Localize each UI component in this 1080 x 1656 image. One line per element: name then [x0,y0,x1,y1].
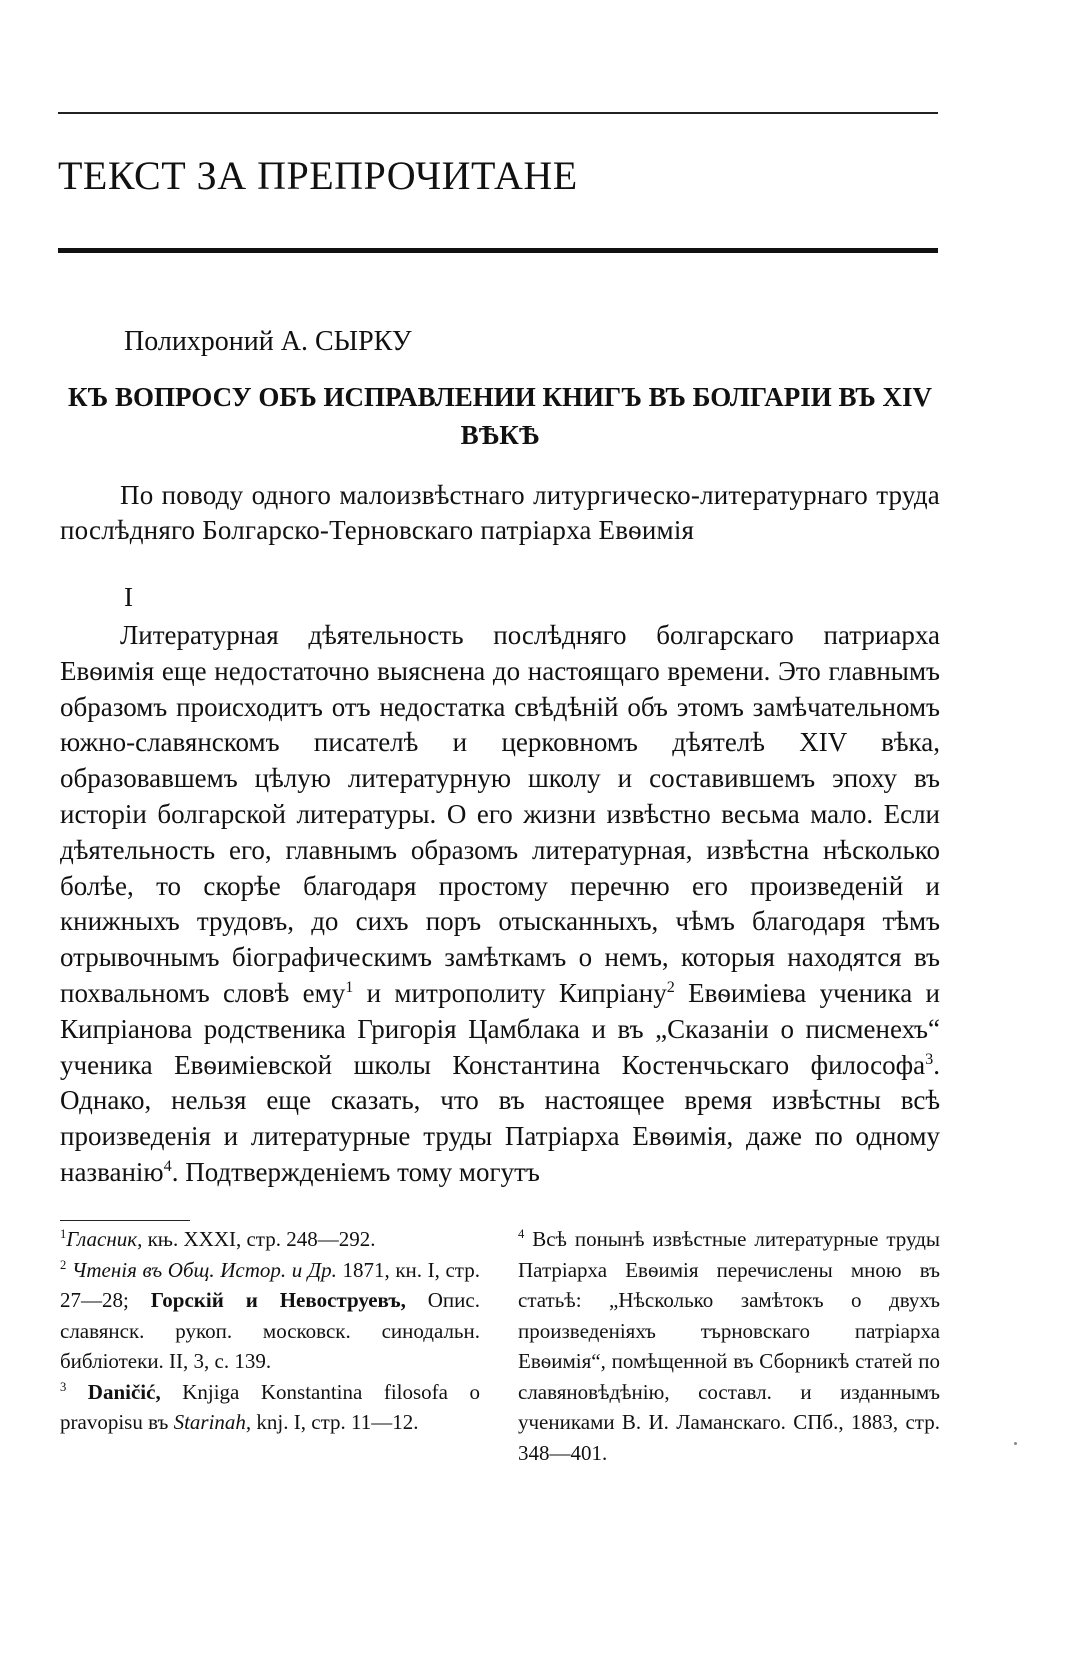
body-text-part-1: Литературная дѣятельность послѣдняго болгарскаго патриарха Евѳимiя еще недостаточно выяснена до настоящаго времени. Это главнымъ образомъ происходитъ отъ недостатка свѣдѣнiй объ этомъ замѣчательномъ южно-славянскомъ писателѣ и церковномъ дѣятелѣ XIV вѣка, образовавшемъ цѣлую литературную школу и составившемъ эпоху въ исторiи болгарской литературы. О его жизни извѣстно весьма мало. Если дѣятельность его, главнымъ образомъ литературная, извѣстна нѣсколько болѣе, то скорѣе благодаря простому перечню его произведенiй и книжныхъ трудовъ, до сихъ поръ отысканныхъ, чѣмъ благодаря тѣмъ отрывочнымъ бiографическимъ замѣткамъ о немъ, которыя находятся въ похвальномъ словѣ ему [60,620,940,1008]
footnote-2-source: Чтенiя въ Общ. Истор. и Др. [71,1257,337,1282]
footnote-ref-3: 3 [925,1049,934,1068]
article-title: КЪ ВОПРОСУ ОБЪ ИСПРАВЛЕНИИ КНИГЪ ВЪ БОЛГАРIИ ВЪ XIV ВѢКѢ [67,382,933,450]
footnote-1-text: књ. XXXI, стр. 248—292. [142,1227,376,1251]
title-underline-rule [58,248,938,253]
footnote-4 [518,1224,940,1468]
body-text-part-3: Евѳимiева ученика и Кипрiанова родственика Григорiя Цамблака и въ „Сказанiи о писменехъ“ ученика Евѳимiевской школы Константина Костенчьскаго философа [60,977,940,1080]
footnote-separator [60,1220,190,1221]
scan-speck [1014,1442,1017,1445]
footnote-ref-1: 1 [345,977,354,996]
article-subtitle: По поводу одного малоизвѣстнаго литургическо-литературнаго труда послѣдняго Болгарско-Терновскаго патрiарха Евѳимiя [60,480,940,545]
body-text-part-5: . Подтвержденiемъ тому могутъ [171,1156,540,1187]
footnote-2 [60,1255,480,1377]
body-text-part-2: и митрополиту Кипрiану [353,977,667,1008]
footnote-4-number: 4 [518,1227,525,1241]
top-rule [58,112,938,114]
body-paragraph [60,618,940,1191]
footnote-3-author: Daničić, [87,1379,161,1404]
footnote-3-text-a: Knjiga Konstantina filosofa o pravopisu въ [60,1379,480,1434]
footnote-1-number: 1 [60,1227,67,1241]
section-number: I [124,582,133,612]
footnote-ref-4: 4 [163,1156,172,1175]
footnote-ref-2: 2 [666,977,675,996]
footnote-1 [60,1224,480,1255]
footnote-3-journal: Starinah, [173,1410,252,1434]
footnote-3-number: 3 [60,1379,67,1394]
section-title: ТЕКСТ ЗА ПРЕПРОЧИТАНЕ [58,153,578,198]
footnote-2-text-b: Опис. славянск. рукоп. московск. синодальн. библiотеки. II, 3, с. 139. [60,1288,480,1373]
author-name: Полихроний А. СЫРКУ [124,326,412,357]
footnote-3-text-b: knj. I, стр. 11—12. [251,1410,419,1434]
footnote-2-text-a: 1871, кн. I, стр. 27—28; [60,1257,480,1312]
footnote-2-number: 2 [60,1257,67,1272]
footnotes-right-column [518,1224,940,1468]
footnote-4-text: Всѣ понынѣ извѣстные литературные труды Патрiарха Евѳимiя перечислены мною въ статьѣ: „Нѣсколько замѣтокъ о двухъ произведенiяхъ търновскаго патрiарха Евѳимiя“, помѣщенной въ Сборникѣ статей по славяновѣдѣнiю, составл. и изданнымъ учениками В. И. Ламанскаго. СПб., 1883, стр. 348—401. [518,1227,940,1465]
footnote-1-source: Гласник, [66,1227,143,1251]
footnotes-left-column [60,1224,480,1438]
footnote-2-authors: Горскiй и Невоструевъ, [150,1288,406,1312]
body-text-part-4: . Однако, нельзя еще сказать, что въ настоящее время извѣстны всѣ произведенiя и литературные труды Патрiарха Евѳимiя, даже по одному названiю [60,1049,940,1187]
footnote-3 [60,1377,480,1438]
